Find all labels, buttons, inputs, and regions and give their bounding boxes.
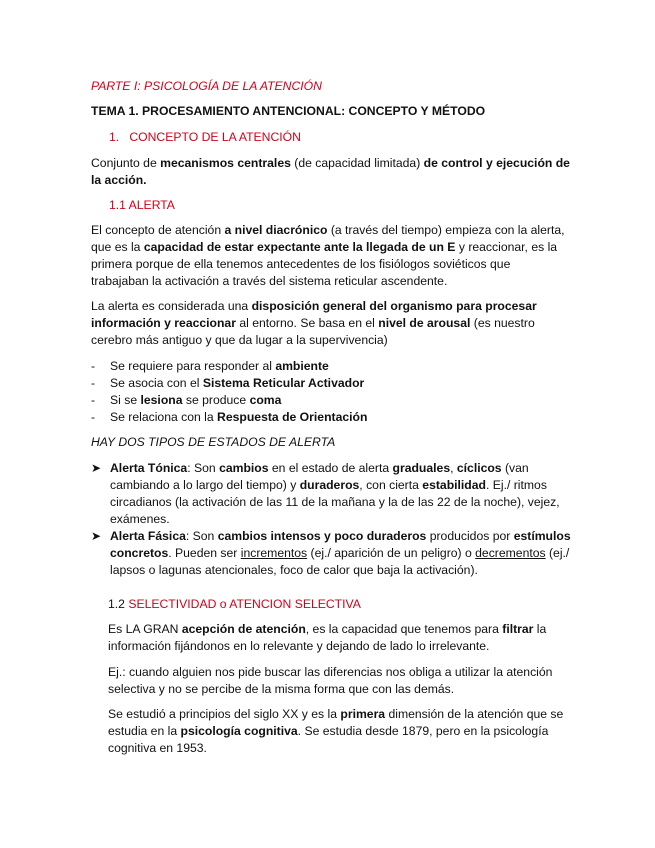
alerta-fasica-item [91,528,571,579]
list-item [91,392,571,409]
alerta-dash-list [91,358,571,426]
alerta-p2-text-2: al entorno. Se basa en el [235,316,379,330]
tonica-bold-1: cambios [219,461,269,475]
fasica-underline-2: decrementos [475,546,546,560]
tonica-text-3: , [450,461,457,475]
fasica-bold-2: estímulos concretos [110,529,571,560]
fasica-text-2: producidos por [426,529,514,543]
tonica-bold-2: graduales [392,461,451,475]
fasica-text-1: : Son [185,529,218,543]
list-item-bold: Sistema Reticular Activador [202,376,365,390]
alerta-tonica-item [91,460,571,528]
list-item-bold: lesiona [140,393,183,407]
alerta-p1-text-1: El concepto de atención [91,223,225,237]
sel-p1-text-1: Es LA GRAN [108,622,182,636]
arrowhead-bullet-icon: ➤ [91,529,102,543]
list-item-text: Si se [110,393,141,407]
alerta-p2-bold-1: disposición general del organismo para procesar información y reaccionar [91,299,537,330]
alerta-p1-text-3: y reaccionar, es la primera porque de ella tenemos antecedentes de los fisiólogos soviéticos que trabajaban la activación a través del sistema reticular ascendente. [91,240,558,288]
intro-bold-2: de control y ejecución de la acción. [91,156,570,187]
fasica-text-5: (ej./ lapsos o lagunas atencionales, foco de calor que baja la activación). [110,546,570,577]
alerta-p2-text-3: (es nuestro cerebro más antiguo y que da lugar a la supervivencia) [91,316,535,347]
sel-p3-text-2: dimensión de la atención que se estudia en la [108,707,564,738]
list-item [91,375,571,392]
list-item-bold: Respuesta de Orientación [217,410,368,424]
tema-title: TEMA 1. PROCESAMIENTO ANTENCIONAL: CONCEPTO Y MÉTODO [91,104,486,118]
fasica-underline-1: incrementos [240,546,308,560]
list-item-bold: ambiente [275,359,329,373]
intro-text-2: (de capacidad limitada) [290,156,424,170]
alerta-paragraph-1 [91,222,571,290]
sel-p3-bold-1: primera [340,707,386,721]
list-item [91,409,571,426]
alerta-p1-bold-1: a nivel diacrónico [224,223,328,237]
sel-p1-text-3: la información fijándonos en lo relevante y dejando de lado lo irrelevante. [108,622,547,653]
sel-p1-text-2: , es la capacidad que tenemos para [305,622,503,636]
tonica-bold-3: cíclicos [456,461,502,475]
alerta-p2-bold-2: nivel de arousal [378,316,471,330]
alerta-p2-text-1: La alerta es considerada una [91,299,252,313]
selectividad-heading [108,596,568,613]
tonica-label: Alerta Tónica [110,461,188,475]
tonica-bold-5: estabilidad [422,478,486,492]
tipos-heading: HAY DOS TIPOS DE ESTADOS DE ALERTA [91,435,336,449]
sel-p3-bold-2: psicología cognitiva [180,724,298,738]
list-item-text: Se asocia con el [110,376,203,390]
section-1-heading [109,129,589,146]
part-title: PARTE I: PSICOLOGÍA DE LA ATENCIÓN [91,79,322,93]
sel-p1-bold-2: filtrar [502,622,534,636]
alerta-p1-text-2: (a través del tiempo) empieza con la alerta, que es la [91,223,565,254]
sel-p1-bold-1: acepción de atención [181,622,306,636]
intro-text-1: Conjunto de [91,156,161,170]
fasica-text-3: . Pueden ser [168,546,241,560]
fasica-bold-1: cambios intensos y poco duraderos [217,529,427,543]
list-item-text: Se requiere para responder al [110,359,276,373]
intro-bold-1: mecanismos centrales [160,156,291,170]
alerta-heading: 1.1 ALERTA [109,198,175,212]
intro-paragraph [91,155,571,189]
fasica-label: Alerta Fásica [110,529,186,543]
sel-p3-text-3: . Se estudia desde 1879, pero en la psicología cognitiva en 1953. [108,724,549,755]
tonica-text-1: : Son [187,461,220,475]
sel-p3-text-1: Se estudió a principios del siglo XX y es la [108,707,341,721]
selectividad-paragraph-1 [108,621,568,655]
list-item [91,358,571,375]
selectividad-number: 1.2 [108,597,129,611]
section-1-title: CONCEPTO DE LA ATENCIÓN [129,130,301,144]
tonica-text-5: , con cierta [359,478,423,492]
selectividad-paragraph-2: Ej.: cuando alguien nos pide buscar las diferencias nos obliga a utilizar la atención selectiva y no se percibe de la misma forma que con las demás. [108,665,553,696]
tonica-text-4: (van cambiando a lo largo del tiempo) y [110,461,529,492]
tonica-bold-4: duraderos [299,478,360,492]
section-1-number: 1. [109,130,120,144]
list-item-text: Se relaciona con la [110,410,218,424]
tonica-text-2: en el estado de alerta [268,461,393,475]
alerta-p1-bold-2: capacidad de estar expectante ante la llegada de un E [143,240,456,254]
list-item-text-2: se produce [182,393,250,407]
selectividad-title: SELECTIVIDAD o ATENCION SELECTIVA [128,597,361,611]
alerta-paragraph-2 [91,298,571,349]
tonica-text-6: . Ej./ ritmos circadianos (la activación de las 11 de la mañana y la de las 22 de la noche), vejez, exámenes. [110,478,560,526]
fasica-text-4: (ej./ aparición de un peligro) o [307,546,476,560]
list-item-bold-2: coma [249,393,282,407]
arrowhead-bullet-icon: ➤ [91,461,102,475]
selectividad-paragraph-3 [108,706,568,757]
